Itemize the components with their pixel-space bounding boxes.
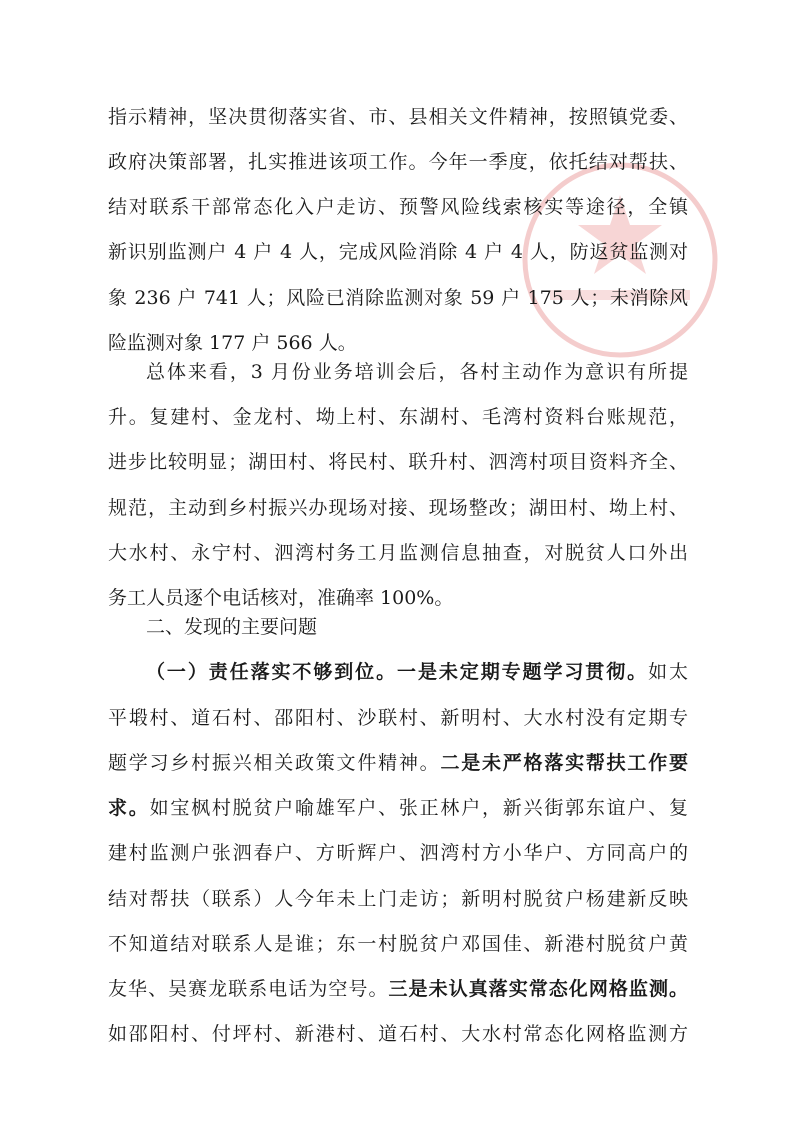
body-text-line (108, 836, 688, 870)
text-run: 不知道结对联系人是谁；东一村脱贫户邓国佳、新港村脱贫户黄 (108, 933, 688, 955)
text-run: 险监测对象 177 户 566 人。 (108, 332, 357, 354)
bold-phrase: （一）责任落实不够到位。 (146, 661, 398, 683)
body-text-line (108, 746, 688, 780)
text-run: 规范，主动到乡村振兴办现场对接、现场整改；湖田村、坳上村、 (108, 497, 688, 519)
body-text-line (108, 145, 688, 179)
body-text-line (108, 972, 688, 1006)
bold-phrase: 求。 (108, 797, 150, 819)
text-run: 二、发现的主要问题 (146, 616, 318, 638)
body-text-line (108, 791, 688, 825)
text-run: 务工人员逐个电话核对，准确率 100%。 (108, 587, 454, 609)
body-text-line (108, 491, 688, 525)
text-run: 结对联系干部常态化入户走访、预警风险线索核实等途径，全镇 (108, 196, 688, 218)
text-run: 友华、吴赛龙联系电话为空号。 (108, 978, 389, 1000)
text-run: 进步比较明显；湖田村、将民村、联升村、泗湾村项目资料齐全、 (108, 451, 688, 473)
body-text-line (108, 235, 688, 269)
text-run: 如太 (648, 661, 688, 683)
body-text-line (108, 927, 688, 961)
text-run: 平塅村、道石村、邵阳村、沙联村、新明村、大水村没有定期专 (108, 707, 688, 729)
body-text-line (146, 355, 688, 389)
text-run: 新识别监测户 4 户 4 人，完成风险消除 4 户 4 人，防返贫监测对 (108, 241, 688, 263)
text-run: 如宝枫村脱贫户喻雄军户、张正林户，新兴街郭东谊户、复 (149, 797, 688, 819)
text-run: 题学习乡村振兴相关政策文件精神。 (108, 752, 441, 774)
body-text-line (108, 400, 688, 434)
body-text-line (108, 190, 688, 224)
text-run: 象 236 户 741 人；风险已消除监测对象 59 户 175 人；未消除风 (108, 287, 688, 309)
body-text-line (108, 701, 688, 735)
text-run: 升。复建村、金龙村、坳上村、东湖村、毛湾村资料台账规范， (108, 406, 688, 428)
text-run: 大水村、永宁村、泗湾村务工月监测信息抽查，对脱贫人口外出 (108, 542, 688, 564)
body-text-line (108, 281, 688, 315)
bold-phrase: 三是未认真落实常态化网格监测。 (388, 978, 688, 1000)
text-run: 如邵阳村、付坪村、新港村、道石村、大水村常态化网格监测方 (108, 1023, 688, 1045)
body-text-line (108, 882, 688, 916)
text-run: 政府决策部署，扎实推进该项工作。今年一季度，依托结对帮扶、 (108, 151, 688, 173)
bold-phrase: 一是未定期专题学习贯彻。 (397, 661, 649, 683)
body-text-line (108, 445, 688, 479)
body-text-line (108, 100, 688, 134)
text-run: 指示精神，坚决贯彻落实省、市、县相关文件精神，按照镇党委、 (108, 106, 688, 128)
section-heading (146, 610, 688, 644)
text-run: 结对帮扶（联系）人今年未上门走访；新明村脱贫户杨建新反映 (108, 888, 688, 910)
body-text-line (108, 1017, 688, 1051)
body-text-line (146, 655, 688, 689)
text-run: 建村监测户张泗春户、方昕辉户、泗湾村方小华户、方同高户的 (108, 842, 688, 864)
text-run: 总体来看，3 月份业务培训会后，各村主动作为意识有所提 (146, 361, 688, 383)
bold-phrase: 二是未严格落实帮扶工作要 (440, 752, 688, 774)
body-text-line (108, 536, 688, 570)
